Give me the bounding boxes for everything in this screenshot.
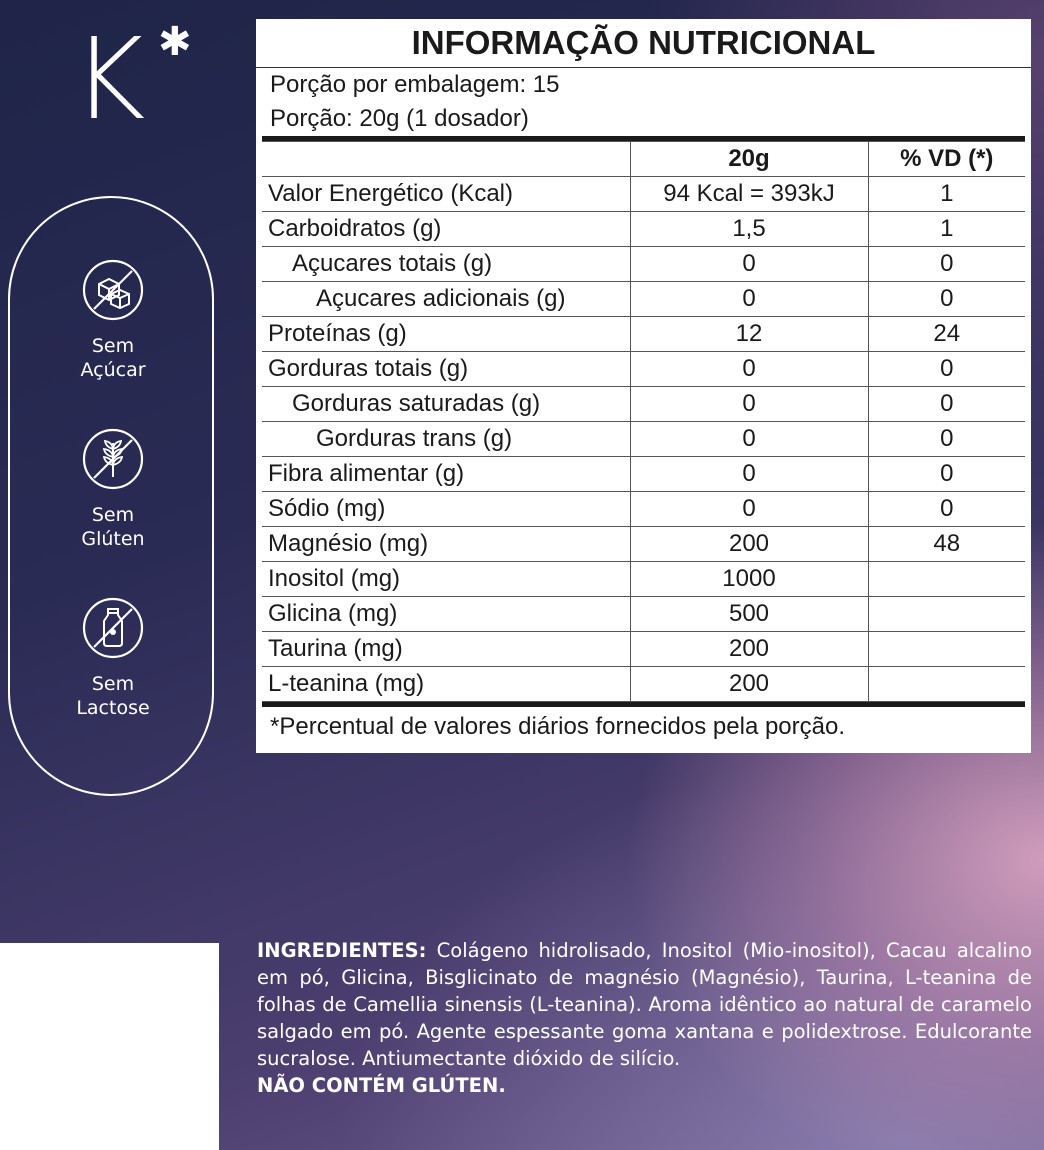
table-row [262, 597, 1025, 632]
ingredients-label: INGREDIENTES: [257, 939, 427, 962]
nutrient-amount: 94 Kcal = 393kJ [630, 177, 868, 212]
badge-sem-acucar [10, 258, 216, 382]
badge-label-line2: Açúcar [80, 359, 146, 381]
table-row [262, 177, 1025, 212]
nutrient-vd: 0 [868, 282, 1025, 317]
nutrient-vd: 0 [868, 422, 1025, 457]
nutrient-amount: 0 [630, 282, 868, 317]
nutrient-name: Açucares totais (g) [262, 247, 630, 282]
nutrient-amount: 0 [630, 492, 868, 527]
badge-label-line2: Lactose [76, 697, 150, 719]
milk-bottle-crossed-icon [81, 596, 145, 660]
header-vd: % VD (*) [868, 142, 1025, 177]
nutrient-vd: 1 [868, 212, 1025, 247]
nutrient-amount: 200 [630, 527, 868, 562]
table-row [262, 457, 1025, 492]
logo-asterisk-icon: ✱ [158, 19, 192, 65]
nutrient-vd: 0 [868, 387, 1025, 422]
badge-label-line1: Sem [91, 673, 135, 695]
nutrient-vd: 24 [868, 317, 1025, 352]
table-row [262, 632, 1025, 667]
nutrient-name: Carboidratos (g) [262, 212, 630, 247]
nutrient-name: Gorduras saturadas (g) [262, 387, 630, 422]
vd-footnote: *Percentual de valores diários fornecidos pela porção. [270, 713, 846, 740]
logo-letter: K [72, 15, 146, 145]
header-nutrient [262, 142, 630, 177]
nutrient-amount: 0 [630, 457, 868, 492]
nutrient-vd [868, 562, 1025, 597]
nutrient-name: Glicina (mg) [262, 597, 630, 632]
nutrient-vd: 0 [868, 457, 1025, 492]
nutrient-amount: 1000 [630, 562, 868, 597]
badge-sem-gluten [10, 427, 216, 551]
table-row [262, 282, 1025, 317]
nutrition-facts-panel [256, 19, 1031, 753]
white-label-area [0, 943, 219, 1150]
nutrient-amount: 0 [630, 387, 868, 422]
nutrient-vd [868, 667, 1025, 702]
free-from-badges [8, 196, 214, 796]
table-row [262, 527, 1025, 562]
header-amount: 20g [630, 142, 868, 177]
badge-label-line1: Sem [91, 504, 135, 526]
nutrient-vd: 1 [868, 177, 1025, 212]
nutrient-vd: 0 [868, 247, 1025, 282]
nutrient-name: Sódio (mg) [262, 492, 630, 527]
nutrient-amount: 0 [630, 422, 868, 457]
nutrient-name: Gorduras totais (g) [262, 352, 630, 387]
ingredients-block [257, 937, 1032, 1099]
nutrient-name: Magnésio (mg) [262, 527, 630, 562]
nutrient-name: Valor Energético (Kcal) [262, 177, 630, 212]
badge-label-line2: Glúten [81, 528, 145, 550]
nutrient-amount: 12 [630, 317, 868, 352]
table-row [262, 387, 1025, 422]
nutrition-table [262, 141, 1025, 702]
nutrient-name: L-teanina (mg) [262, 667, 630, 702]
table-row [262, 317, 1025, 352]
nutrient-amount: 500 [630, 597, 868, 632]
brand-logo [72, 15, 202, 145]
nutrient-name: Proteínas (g) [262, 317, 630, 352]
nutrient-vd [868, 632, 1025, 667]
table-header-row [262, 142, 1025, 177]
nutrient-amount: 0 [630, 352, 868, 387]
badge-sem-lactose [10, 596, 216, 720]
table-row [262, 422, 1025, 457]
table-row [262, 562, 1025, 597]
badge-label-line1: Sem [91, 335, 135, 357]
nutrient-name: Fibra alimentar (g) [262, 457, 630, 492]
table-row [262, 212, 1025, 247]
table-row [262, 667, 1025, 702]
nutrient-vd [868, 597, 1025, 632]
nutrient-name: Açucares adicionais (g) [262, 282, 630, 317]
sugar-cubes-crossed-icon [81, 258, 145, 322]
nutrient-amount: 0 [630, 247, 868, 282]
wheat-crossed-icon [81, 427, 145, 491]
table-row [262, 492, 1025, 527]
table-row [262, 247, 1025, 282]
gluten-warning: NÃO CONTÉM GLÚTEN. [257, 1074, 506, 1097]
nutrient-name: Inositol (mg) [262, 562, 630, 597]
nutrient-amount: 200 [630, 632, 868, 667]
portion-size: Porção: 20g (1 dosador) [270, 105, 529, 132]
nutrient-amount: 200 [630, 667, 868, 702]
nutrient-name: Taurina (mg) [262, 632, 630, 667]
nutrient-name: Gorduras trans (g) [262, 422, 630, 457]
portions-per-pack: Porção por embalagem: 15 [270, 71, 560, 98]
ingredients-text: Colágeno hidrolisado, Inositol (Mio-inositol), Cacau alcalino em pó, Glicina, Bisglicinato de magnésio (Magnésio), Taurina, L-teanina de folhas de Camellia sinensis (L-teanina). Aroma idêntico ao natural de caramelo salgado em pó. Agente espessante goma xantana e polidextrose. Edulcorante sucralose. Antiumectante dióxido de silício. [257, 939, 1032, 1070]
nutrient-vd: 0 [868, 352, 1025, 387]
table-row [262, 352, 1025, 387]
nutrient-vd: 0 [868, 492, 1025, 527]
nutrition-title: INFORMAÇÃO NUTRICIONAL [256, 19, 1031, 68]
nutrient-vd: 48 [868, 527, 1025, 562]
nutrient-amount: 1,5 [630, 212, 868, 247]
